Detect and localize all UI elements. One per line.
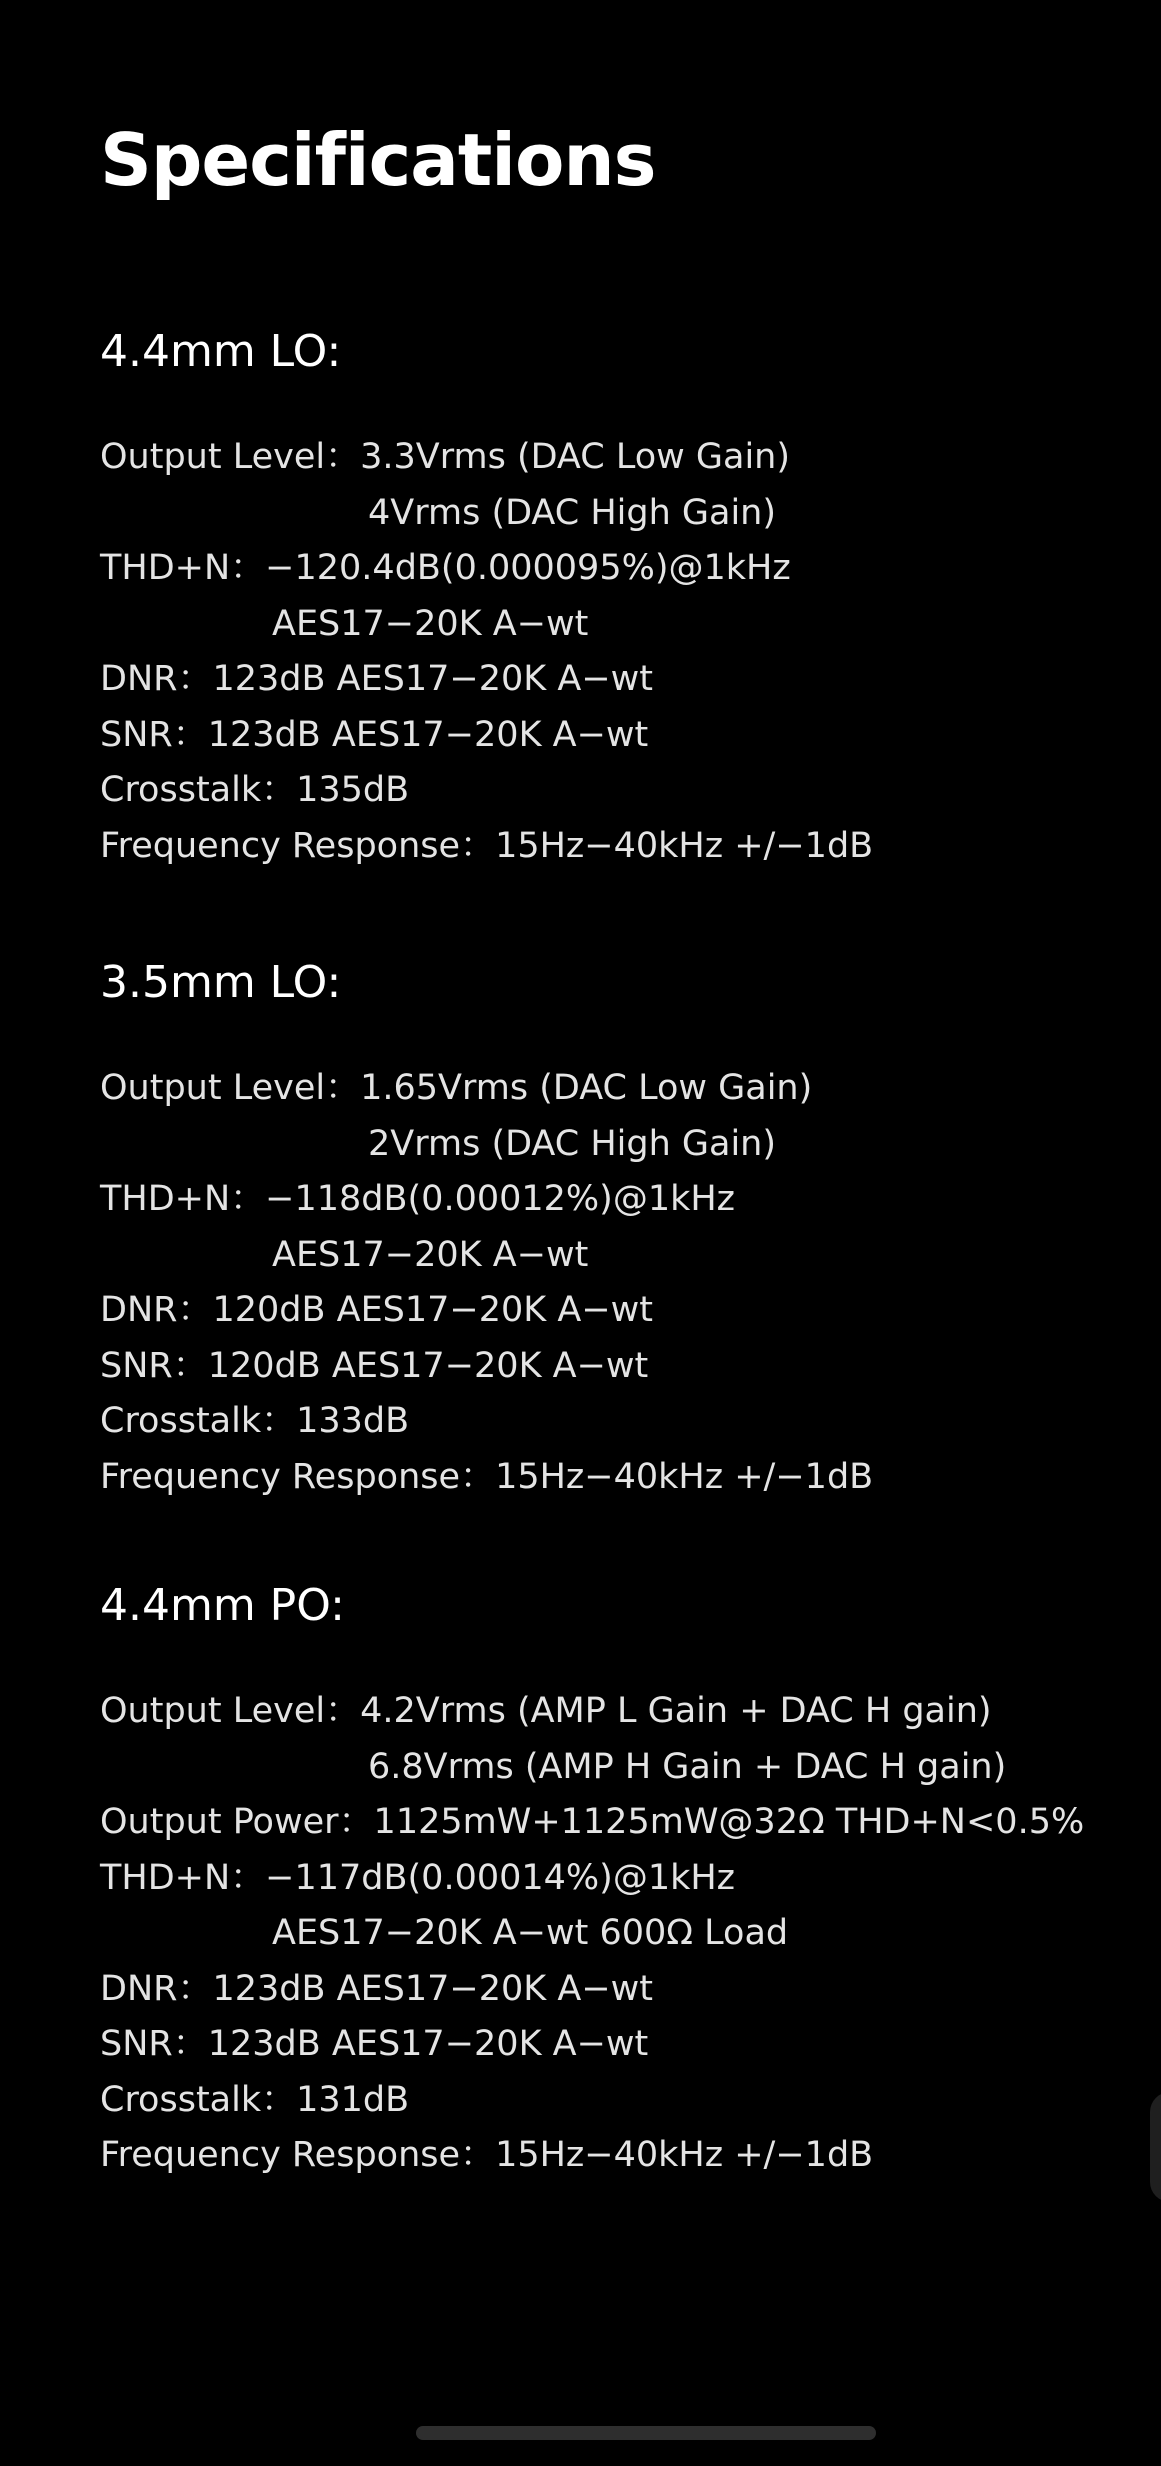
spec-row-thd-n: [100, 541, 1140, 652]
spec-label: Output Level: [100, 437, 326, 477]
spec-separator: ：: [230, 548, 266, 588]
section-heading: 3.5mm LO:: [100, 957, 342, 1008]
spec-value: 123dB AES17−20K A−wt: [212, 1968, 653, 2009]
spec-value: 120dB AES17−20K A−wt: [212, 1290, 653, 1330]
spec-separator: ：: [460, 2135, 496, 2175]
spec-row-crosstalk: [100, 763, 1140, 819]
spec-list: [100, 430, 1140, 874]
spec-row-dnr: [100, 1283, 1140, 1339]
spec-label: SNR: [100, 714, 173, 755]
spec-value: 4.2Vrms (AMP L Gain + DAC H gain): [360, 1691, 992, 1731]
spec-separator: ：: [338, 1802, 374, 1842]
spec-value: 123dB AES17−20K A−wt: [207, 2024, 649, 2064]
spec-separator: ：: [325, 1068, 361, 1108]
spec-label: Frequency Response: [100, 825, 461, 866]
spec-label: Frequency Response: [100, 2135, 461, 2175]
spec-row-output-level: [100, 1061, 1140, 1172]
spec-label: THD+N: [100, 1179, 231, 1219]
spec-label: DNR: [100, 1290, 178, 1330]
spec-value: 123dB AES17−20K A−wt: [207, 714, 649, 755]
spec-separator: ：: [177, 659, 213, 699]
spec-value: 1125mW+1125mW@32Ω THD+N<0.5%: [373, 1802, 1085, 1842]
spec-value: 15Hz−40kHz +/−1dB: [495, 1456, 874, 1497]
spec-row-frequency-response: [100, 2128, 1140, 2184]
spec-value: −118dB(0.00012%)@1kHz: [265, 1179, 736, 1219]
spec-separator: ：: [172, 1345, 208, 1386]
spec-value: −120.4dB(0.000095%)@1kHz: [265, 548, 791, 588]
spec-list: [100, 1684, 1140, 2184]
spec-value: 123dB AES17−20K A−wt: [212, 659, 653, 699]
spec-row-crosstalk: [100, 2073, 1140, 2129]
spec-value: 15Hz−40kHz +/−1dB: [495, 2135, 874, 2175]
spec-label: Output Level: [100, 1691, 326, 1731]
section-heading: 4.4mm LO:: [100, 326, 342, 377]
spec-row-frequency-response: [100, 1450, 1140, 1506]
spec-label: Frequency Response: [100, 1456, 461, 1497]
spec-separator: ：: [325, 437, 361, 477]
spec-label: DNR: [100, 659, 178, 699]
home-indicator[interactable]: [416, 2426, 876, 2440]
spec-value: 120dB AES17−20K A−wt: [207, 1345, 649, 1386]
spec-row-output-level: [100, 430, 1140, 541]
spec-row-thd-n: [100, 1172, 1140, 1283]
spec-value: −117dB(0.00014%)@1kHz: [265, 1857, 736, 1898]
spec-row-dnr: [100, 652, 1140, 708]
spec-separator: ：: [460, 825, 496, 866]
spec-separator: ：: [177, 1290, 213, 1330]
spec-value-continuation: AES17−20K A−wt: [272, 603, 589, 644]
page-title: Specifications: [100, 118, 656, 202]
spec-separator: ：: [172, 2024, 208, 2064]
spec-separator: ：: [261, 1401, 297, 1441]
spec-label: Output Power: [100, 1802, 339, 1842]
spec-row-snr: [100, 2017, 1140, 2073]
spec-value: 135dB: [296, 770, 410, 810]
spec-label: Crosstalk: [100, 2079, 262, 2120]
spec-value-continuation: 4Vrms (DAC High Gain): [368, 492, 777, 533]
spec-value: 133dB: [296, 1401, 410, 1441]
spec-separator: ：: [230, 1857, 266, 1898]
spec-label: THD+N: [100, 548, 231, 588]
spec-value-continuation: 2Vrms (DAC High Gain): [368, 1123, 777, 1164]
spec-separator: ：: [325, 1691, 361, 1731]
spec-label: SNR: [100, 1345, 173, 1386]
spec-value: 131dB: [296, 2079, 410, 2120]
spec-separator: ：: [177, 1968, 213, 2009]
spec-label: SNR: [100, 2024, 173, 2064]
section-3-5mm-lo: [100, 953, 1140, 1505]
spec-row-snr: [100, 708, 1140, 764]
spec-row-frequency-response: [100, 819, 1140, 875]
spec-row-crosstalk: [100, 1394, 1140, 1450]
spec-label: DNR: [100, 1968, 178, 2009]
section-4-4mm-lo: [100, 322, 1140, 874]
spec-value: 1.65Vrms (DAC Low Gain): [360, 1068, 813, 1108]
spec-list: [100, 1061, 1140, 1505]
spec-separator: ：: [460, 1456, 496, 1497]
edge-handle[interactable]: [1150, 2092, 1161, 2202]
spec-separator: ：: [261, 770, 297, 810]
spec-separator: ：: [230, 1179, 266, 1219]
spec-separator: ：: [172, 714, 208, 755]
spec-row-output-level: [100, 1684, 1140, 1795]
spec-label: Crosstalk: [100, 770, 262, 810]
spec-value-continuation: AES17−20K A−wt: [272, 1234, 589, 1275]
spec-row-output-power: [100, 1795, 1140, 1851]
spec-value: 15Hz−40kHz +/−1dB: [495, 825, 874, 866]
spec-label: Crosstalk: [100, 1401, 262, 1441]
section-4-4mm-po: [100, 1576, 1140, 2184]
spec-row-snr: [100, 1339, 1140, 1395]
spec-separator: ：: [261, 2079, 297, 2120]
spec-label: THD+N: [100, 1857, 231, 1898]
spec-value: 3.3Vrms (DAC Low Gain): [360, 437, 791, 477]
spec-value-continuation: AES17−20K A−wt 600Ω Load: [272, 1913, 789, 1953]
spec-label: Output Level: [100, 1068, 326, 1108]
spec-row-dnr: [100, 1962, 1140, 2018]
spec-row-thd-n: [100, 1851, 1140, 1962]
spec-value-continuation: 6.8Vrms (AMP H Gain + DAC H gain): [368, 1746, 1007, 1787]
section-heading: 4.4mm PO:: [100, 1580, 345, 1631]
